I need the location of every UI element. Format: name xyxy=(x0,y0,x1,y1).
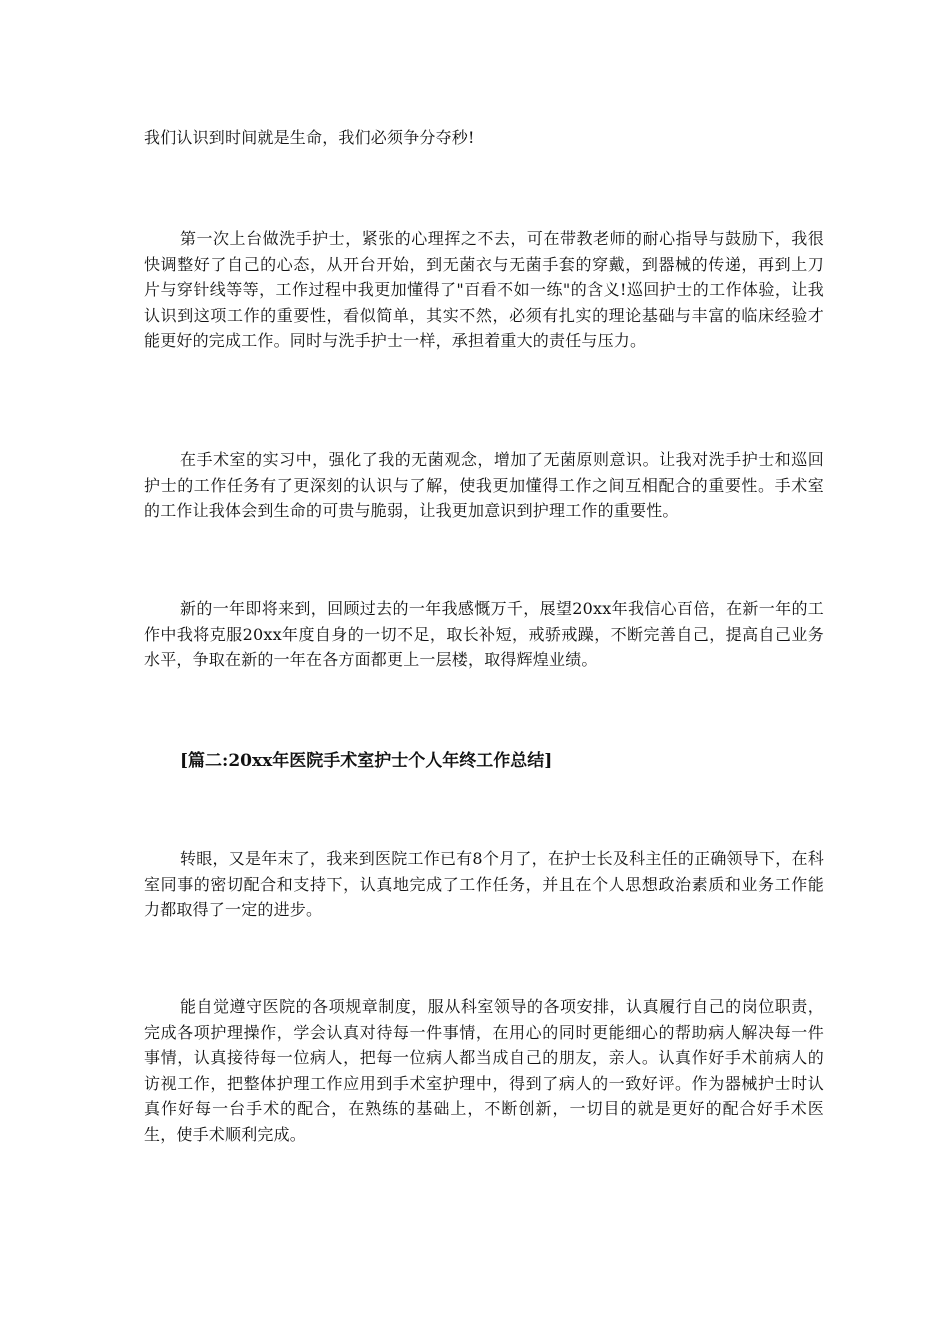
paragraph-year-end: 转眼，又是年末了，我来到医院工作已有8个月了，在护士长及科主任的正确领导下，在科室同事的密切配合和支持下，认真地完成了工作任务，并且在个人思想政治素质和业务工作能力都取得了一定的进步。 xyxy=(144,849,824,919)
paragraph-rules: 能自觉遵守医院的各项规章制度，服从科室领导的各项安排，认真履行自己的岗位职责，完成各项护理操作，学会认真对待每一件事情，在用心的同时更能细心的帮助病人解决每一件事情，认真接待每一位病人，把每一位病人都当成自己的朋友，亲人。认真作好手术前病人的访视工作，把整体护理工作应用到手术室护理中，得到了病人的一致好评。作为器械护士时认真作好每一台手术的配合，在熟练的基础上，不断创新，一切目的就是更好的配合好手术医生，使手术顺利完成。 xyxy=(144,997,824,1144)
paragraph-new-year: 新的一年即将来到，回顾过去的一年我感慨万千，展望20xx年我信心百倍，在新一年的工作中我将克服20xx年度自身的一切不足，取长补短，戒骄戒躁，不断完善自己，提高自己业务水平，争取在新的一年在各方面都更上一层楼，取得辉煌业绩。 xyxy=(144,599,824,669)
section-heading: [篇二:20xx年医院手术室护士个人年终工作总结] xyxy=(180,751,553,771)
paragraph-scrub-nurse: 第一次上台做洗手护士，紧张的心理挥之不去，可在带教老师的耐心指导与鼓励下，我很快调整好了自己的心态，从开台开始，到无菌衣与无菌手套的穿戴，到器械的传递，再到上刀片与穿针线等等，工作过程中我更加懂得了"百看不如一练"的含义!巡回护士的工作体验，让我认识到这项工作的重要性，看似简单，其实不然，必须有扎实的理论基础与丰富的临床经验才能更好的完成工作。同时与洗手护士一样，承担着重大的责任与压力。 xyxy=(144,229,824,350)
paragraph-sterile-concept: 在手术室的实习中，强化了我的无菌观念，增加了无菌原则意识。让我对洗手护士和巡回护士的工作任务有了更深刻的认识与了解，使我更加懂得工作之间互相配合的重要性。手术室的工作让我体会到生命的可贵与脆弱，让我更加意识到护理工作的重要性。 xyxy=(144,450,824,520)
paragraph-intro-closing: 我们认识到时间就是生命，我们必须争分夺秒! xyxy=(144,128,475,147)
